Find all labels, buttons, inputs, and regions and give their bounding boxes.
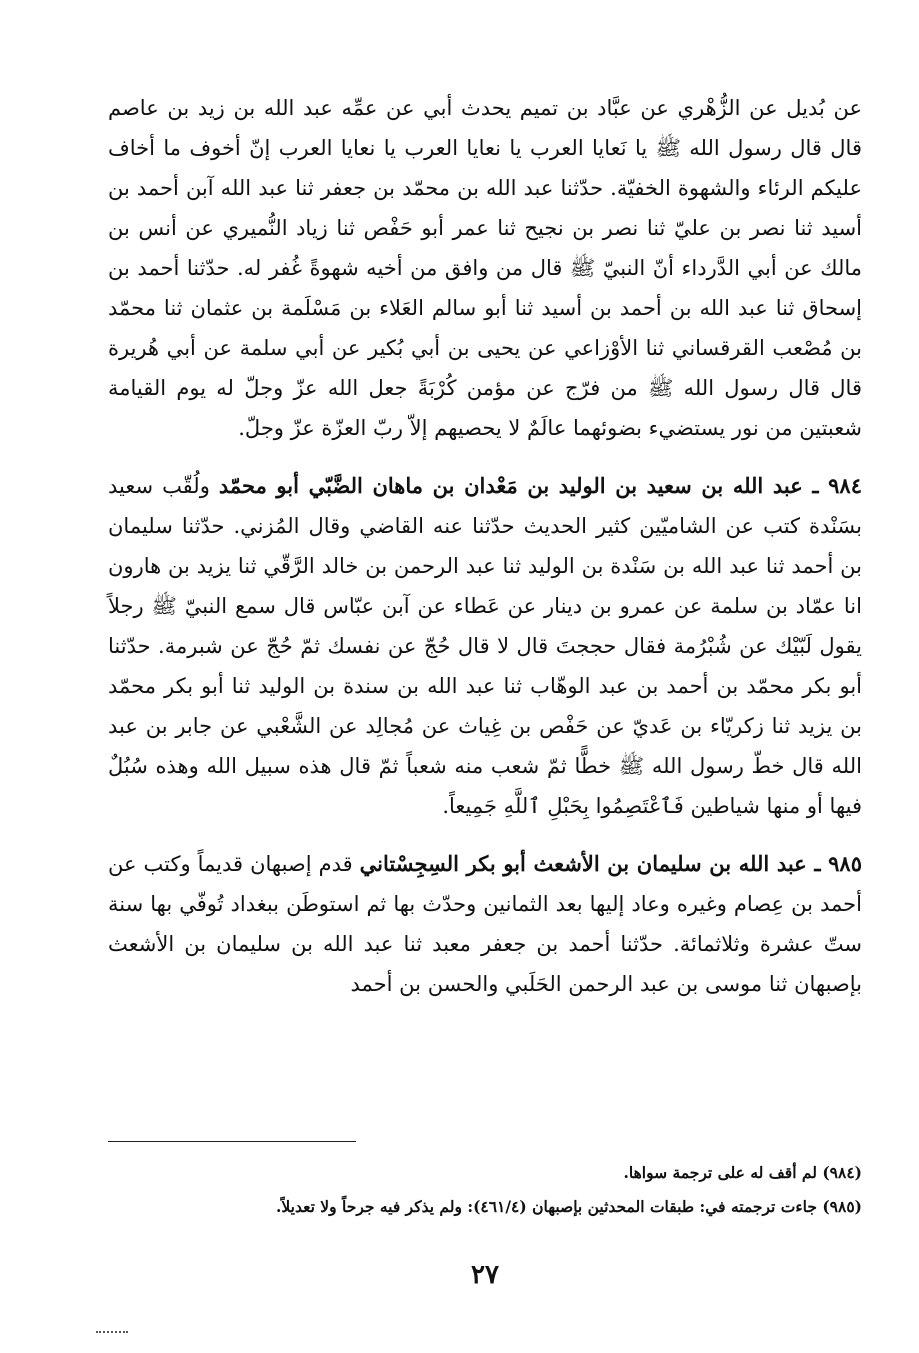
footnotes [108,1156,862,1224]
entry-984 [108,466,862,826]
footnote-984: (٩٨٤) لم أقف له على ترجمة سواها. [623,1163,862,1182]
entry-984-body: ولُقّب سعيد بسَنْدة كتب عن الشاميّين كثير الحديث حدّثنا عنه القاضي وقال المُزني. حدّثنا سليمان بن أحمد ثنا عبد الله بن سَنْدة بن الوليد ثنا عبد الرحمن بن خالد الرَّقّي ثنا يزيد بن هارون انا عمّاد بن سلمة عن عمرو بن دينار عن عَطاء عن آبن عبّاس قال سمع النبيّ ﷺ رجلاً يقول لَبّيْك عن شُبْرُمة فقال حججتَ قال لا قال حُجّ عن نفسك ثمّ حُجّ عن شبرمة. حدّثنا أبو بكر محمّد بن أحمد بن عبد الوهّاب ثنا عبد الله بن سندة بن الوليد ثنا أبو بكر محمّد بن يزيد ثنا زكريّاء بن عَديّ عن حَفْص بن غِياث عن مُجالِد عن الشَّعْبي عن جابر بن عبد الله قال خطّ رسول الله ﷺ خطًّا ثمّ شعب منه شعباً ثمّ قال هذه سبيل الله وهذه سُبُلٌ فيها أو منها شياطين فَٱعْتَصِمُوا بِحَبْلِ ٱللَّهِ جَمِيعاً. [108,474,862,818]
paragraph-continuation: عن بُديل عن الزُّهْري عن عبَّاد بن تميم يحدث أبي عن عمِّه عبد الله بن زيد بن عاصم قال قال رسول الله ﷺ يا نَعايا العرب يا نعايا العرب يا نعايا العرب إنّ أخوف ما أخاف عليكم الرئاء والشهوة الخفيّة. حدّثنا عبد الله بن محمّد بن جعفر ثنا عبد الله آبن أحمد بن أسيد ثنا نصر بن عليّ ثنا نصر بن نجيح ثنا عمر أبو حَفْص ثنا زياد النُّميري عن أنس بن مالك عن أبي الدَّرداء أنّ النبيّ ﷺ قال من وافق من أخيه شهوةً غُفر له. حدّثنا أحمد بن إسحاق ثنا عبد الله بن أحمد بن أسيد ثنا أبو سالم العَلاء بن مَسْلَمة بن عثمان ثنا محمّد بن مُصْعب القرقساني ثنا الأوْزاعي عن يحيى بن أبي بُكير عن أبي سلمة عن أبي هُريرة قال قال رسول الله ﷺ من فرّج عن مؤمن كُرْبَةً جعل الله عزّ وجلّ له يوم القيامة شعبتين من نور يستضيء بضوئهما عالَمٌ لا يحصيهم إلاّ ربّ العزّة عزّ وجلّ. [108,96,862,440]
page-number: ٢٧ [471,1260,499,1290]
book-page [108,88,862,1328]
entry-985-heading: ٩٨٥ ـ عبد الله بن سليمان بن الأشعث أبو بكر السِجِسْتاني [359,851,862,876]
entry-984-heading: ٩٨٤ ـ عبد الله بن سعيد بن الوليد بن مَعْدان بن ماهان الضَّبّي أبو محمّد [218,473,862,498]
entry-985-body: قدم إصبهان قديماً وكتب عن أحمد بن عِصام وغيره وعاد إليها بعد الثمانين وحدّث بها ثم استوطَن ببغداد تُوفّي بها سنة ستّ عشرة وثلاثمائة. حدّثنا أحمد بن جعفر معبد ثنا عبد الله بن سليمان بن الأشعث بإصبهان ثنا موسى بن عبد الرحمن الحَلَبي والحسن بن أحمد [108,852,862,996]
footnote-985: (٩٨٥) جاءت ترجمته في: طبقات المحدثين بإصبهان (٤٦١/٤): ولم يذكر فيه جرحاً ولا تعديلاً. [276,1197,862,1216]
entry-985 [108,844,862,1004]
main-text [108,88,862,1004]
footnote-divider [108,1141,356,1142]
scan-artifact [96,1331,128,1333]
